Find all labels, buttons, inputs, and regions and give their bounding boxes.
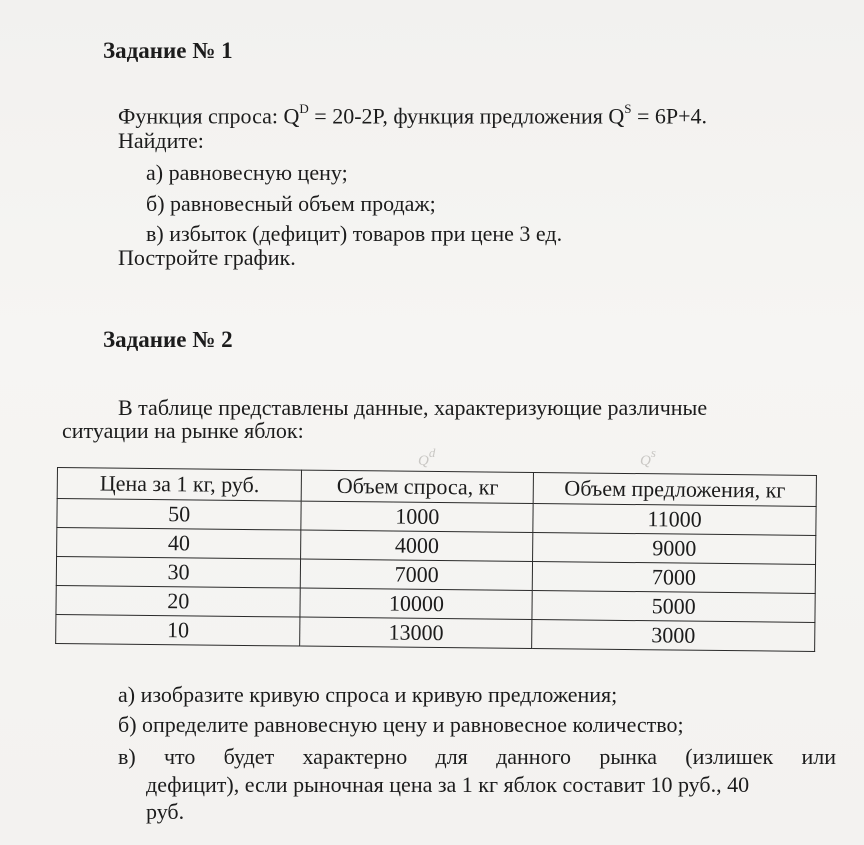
task2-question-a: а) изобразите кривую спроса и кривую предложения;: [118, 682, 618, 707]
header-demand: Объем спроса, кг: [302, 470, 534, 503]
supply-superscript: S: [624, 101, 632, 116]
task1-plot: Постройте график.: [118, 245, 296, 270]
header-supply: Объем предложения, кг: [533, 472, 816, 506]
task1-find: Найдите:: [118, 128, 204, 153]
cell-price: 20: [56, 585, 301, 617]
cell-supply: 3000: [532, 619, 815, 651]
supply-suffix: = 6P+4.: [631, 103, 708, 129]
header-price: Цена за 1 кг, руб.: [57, 468, 302, 502]
cell-demand: 7000: [301, 559, 533, 590]
handwritten-qs-note: $Q^s$: [640, 445, 656, 469]
cell-demand: 13000: [300, 617, 532, 648]
task2-question-b: б) определите равновесную цену и равновесное количество;: [118, 712, 684, 737]
cell-price: 50: [57, 499, 302, 531]
task1-item-b: б) равновесный объем продаж;: [146, 191, 436, 216]
handwritten-qd-note: $Q^d$: [418, 445, 436, 469]
demand-prefix: Функция спроса: Q: [118, 103, 300, 129]
task2-question-c-line1: в) что будет характерно для данного рынка (излишек или: [118, 744, 836, 769]
demand-supply-functions: [118, 103, 707, 129]
cell-price: 30: [56, 557, 301, 589]
cell-supply: 5000: [532, 590, 815, 622]
task2-intro-line1: В таблице представлены данные, характеризующие различные: [118, 395, 708, 420]
task2-question-c-line3: руб.: [146, 799, 185, 824]
demand-superscript: D: [299, 101, 309, 116]
cell-demand: 4000: [301, 530, 533, 561]
cell-price: 40: [57, 528, 302, 560]
cell-demand: 1000: [301, 501, 533, 532]
cell-demand: 10000: [300, 588, 532, 619]
task2-title: Задание № 2: [103, 327, 233, 352]
cell-price: 10: [56, 614, 301, 646]
task1-item-a: а) равновесную цену;: [146, 160, 348, 185]
cell-supply: 7000: [532, 561, 815, 593]
cell-supply: 9000: [533, 532, 816, 564]
task1-title: Задание № 1: [103, 38, 233, 63]
task2-question-c-line2: дефицит), если рыночная цена за 1 кг яблок составит 10 руб., 40: [146, 772, 750, 797]
demand-middle: = 20-2P, функция предложения Q: [308, 103, 625, 129]
task1-item-c: в) избыток (дефицит) товаров при цене 3 ед.: [146, 221, 563, 246]
market-table: [55, 467, 817, 652]
task2-intro-line2: ситуации на рынке яблок:: [62, 418, 304, 443]
cell-supply: 11000: [533, 503, 816, 535]
